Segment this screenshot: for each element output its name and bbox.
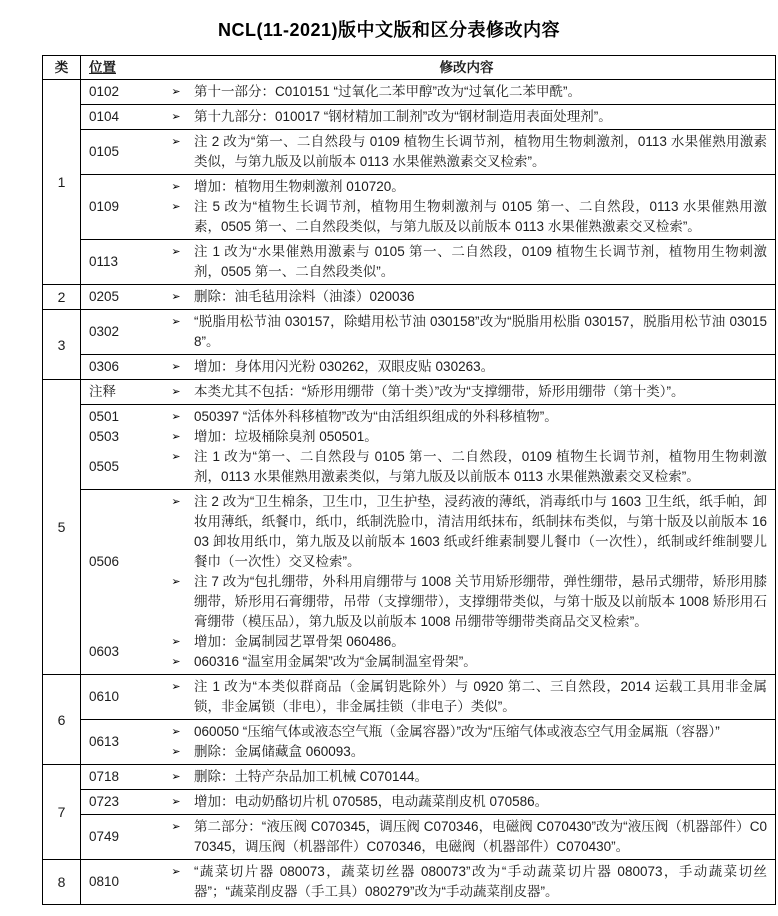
table-row (81, 489, 775, 674)
position-label: 0506 (89, 554, 120, 569)
modification-text: 增加：身体用闪光粉 030262，双眼皮贴 030263。 (194, 359, 495, 374)
table-row (81, 174, 775, 239)
position-cell (81, 407, 158, 427)
table-body (43, 80, 775, 904)
position-cell (81, 357, 158, 377)
modification-item (158, 427, 775, 447)
header-content: 修改内容 (439, 60, 494, 75)
position-label: 0102 (89, 84, 120, 99)
row-entry (81, 677, 775, 717)
modification-items (158, 242, 775, 282)
class-label: 3 (43, 310, 81, 379)
table-row (81, 860, 775, 904)
arrow-bullet-icon: ➢ (171, 771, 181, 783)
position-cell (81, 767, 158, 787)
table-row (81, 380, 775, 404)
row-entry (81, 287, 775, 307)
modification-item (158, 132, 775, 172)
class-label: 6 (43, 675, 81, 764)
modification-items (158, 447, 775, 487)
modification-item (158, 242, 775, 282)
position-label: 0306 (89, 359, 120, 374)
modification-items (158, 407, 775, 427)
table-row (81, 104, 775, 129)
arrow-bullet-icon: ➢ (171, 86, 181, 98)
table-header-row (43, 56, 775, 80)
table-row (81, 789, 775, 814)
modification-text: 注 2 改为“第一、二自然段与 0109 植物生长调节剂，植物用生物刺激剂，0113 水果催熟用激素类似，与第九版及以前版本 0113 水果催熟激素交叉检索”。 (194, 134, 767, 169)
arrow-bullet-icon: ➢ (171, 246, 181, 258)
modification-items (158, 312, 775, 352)
class-label: 5 (43, 380, 81, 674)
position-cell (81, 312, 158, 352)
class-group-row (43, 764, 775, 859)
modification-item (158, 572, 775, 632)
modification-text: 060050 “压缩气体或液态空气瓶（金属容器）”改为“压缩气体或液态空气用金属瓶（容器）” (194, 724, 720, 739)
arrow-bullet-icon: ➢ (171, 361, 181, 373)
modification-item (158, 767, 775, 787)
class-rows (81, 675, 775, 764)
table-row (81, 675, 775, 719)
row-entry (81, 792, 775, 812)
arrow-bullet-icon: ➢ (171, 866, 181, 878)
arrow-bullet-icon: ➢ (171, 136, 181, 148)
arrow-bullet-icon: ➢ (171, 726, 181, 738)
position-label: 0302 (89, 324, 120, 339)
modification-item (158, 287, 775, 307)
position-label: 注释 (89, 384, 116, 399)
arrow-bullet-icon: ➢ (171, 431, 181, 443)
position-label: 0503 (89, 429, 120, 444)
row-entry (81, 177, 775, 237)
modification-text: 注 1 改为“水果催熟用激素与 0105 第一、二自然段，0109 植物生长调节剂，植物用生物刺激剂，0505 第一、二自然段类似”。 (194, 244, 767, 279)
modification-item (158, 722, 775, 742)
modification-text: 注 7 改为“包扎绷带，外科用肩绷带与 1008 关节用矫形绷带，弹性绷带，悬吊式绷带，矫形用膝绷带，矫形用石膏绷带，吊带（支撑绷带），支撑绷带类似，与第十版及以前版本 1008 矫形用石膏绷带（模压品），第九版及以前版本 1008 吊绷带等绷带类商品交叉检索”。 (194, 574, 767, 629)
modification-text: 删除：油毛毡用涂料（油漆）020036 (194, 289, 415, 304)
position-cell (81, 287, 158, 307)
modification-items (158, 677, 775, 717)
class-group-row (43, 379, 775, 674)
class-label: 2 (43, 285, 81, 309)
modification-item (158, 677, 775, 717)
modification-item (158, 382, 775, 402)
arrow-bullet-icon: ➢ (171, 451, 181, 463)
modifications-table (42, 55, 776, 905)
class-group-row (43, 284, 775, 309)
class-group-row (43, 80, 775, 284)
row-entry (81, 447, 775, 487)
arrow-bullet-icon: ➢ (171, 181, 181, 193)
modification-item (158, 107, 775, 127)
page-title: NCL(11-2021)版中文版和区分表修改内容 (217, 20, 561, 40)
modification-text: “脱脂用松节油 030157，除蜡用松节油 030158”改为“脱脂用松脂 030157，脱脂用松节油 030158”。 (194, 314, 767, 349)
arrow-bullet-icon: ➢ (171, 656, 181, 668)
class-group-row (43, 309, 775, 379)
table-row (81, 80, 775, 104)
class-rows (81, 285, 775, 309)
arrow-bullet-icon: ➢ (171, 796, 181, 808)
class-group-row (43, 674, 775, 764)
position-label: 0810 (89, 874, 120, 889)
row-entry (81, 492, 775, 632)
header-position-label: 位置 (89, 60, 116, 75)
modification-items (158, 382, 775, 402)
position-cell (81, 107, 158, 127)
position-cell (81, 492, 158, 632)
modification-text: 注 1 改为“本类似群商品（金属钥匙除外）与 0920 第二、三自然段，2014 运载工具用非金属锁，非金属锁（非电），非金属挂锁（非电子）类似”。 (194, 679, 767, 714)
modification-item (158, 82, 775, 102)
modification-items (158, 722, 775, 762)
table-row (81, 129, 775, 174)
modification-text: 删除：土特产杂品加工机械 C070144。 (194, 769, 429, 784)
modification-text: 注 1 改为“第一、二自然段与 0105 第一、二自然段，0109 植物生长调节剂，植物用生物刺激剂，0113 水果催熟用激素类似，与第九版及以前版本 0113 水果催熟激素交叉检索”。 (194, 449, 767, 484)
arrow-bullet-icon: ➢ (171, 636, 181, 648)
arrow-bullet-icon: ➢ (171, 411, 181, 423)
position-label: 0109 (89, 199, 120, 214)
modification-item (158, 357, 775, 377)
table-row (81, 765, 775, 789)
position-cell (81, 632, 158, 672)
position-cell (81, 242, 158, 282)
modification-items (158, 817, 775, 857)
row-entry (81, 722, 775, 762)
modification-text: 注 2 改为“卫生棉条，卫生巾，卫生护垫，浸药液的薄纸，消毒纸巾与 1603 卫生纸，纸手帕，卸妆用薄纸，纸餐巾，纸巾，纸制洗脸巾，清洁用纸抹布，纸制抹布类似，与第十版及以前版本 1603 卸妆用纸巾，第九版及以前版本 1603 纸或纤维素制婴儿餐巾（一次性），纸制或纤维制婴儿餐巾（一次性）交叉检索”。 (194, 494, 767, 569)
modification-text: 删除：金属储藏盒 060093。 (194, 744, 365, 759)
table-row (81, 719, 775, 764)
modification-item (158, 792, 775, 812)
modification-text: 第二部分：“液压阀 C070345，调压阀 C070346，电磁阀 C070430”改为“液压阀（机器部件）C070345，调压阀（机器部件）C070346，电磁阀（机器部件）C070430”。 (194, 819, 767, 854)
position-cell (81, 722, 158, 762)
class-rows (81, 860, 775, 904)
modification-text: 060316 “温室用金属架”改为“金属制温室骨架”。 (194, 654, 477, 669)
header-position (81, 56, 158, 79)
row-entry (81, 107, 775, 127)
modification-items (158, 177, 775, 237)
position-label: 0603 (89, 644, 120, 659)
table-row (81, 310, 775, 354)
modification-item (158, 632, 775, 652)
header-class: 类 (43, 56, 81, 79)
modification-items (158, 82, 775, 102)
position-label: 0104 (89, 109, 120, 124)
row-entry (81, 427, 775, 447)
modification-text: 050397 “活体外科移植物”改为“由活组织组成的外科移植物”。 (194, 409, 558, 424)
modification-item (158, 817, 775, 857)
position-label: 0113 (89, 254, 119, 269)
modification-text: 注 5 改为“植物生长调节剂，植物用生物刺激剂与 0105 第一、二自然段，0113 水果催熟用激素，0505 第一、二自然段类似，与第九版及以前版本 0113 水果催熟激素交叉检索”。 (194, 199, 767, 234)
position-label: 0723 (89, 794, 120, 809)
position-cell (81, 82, 158, 102)
row-entry (81, 817, 775, 857)
modification-text: 增加：植物用生物刺激剂 010720。 (194, 179, 405, 194)
modification-item (158, 447, 775, 487)
position-label: 0105 (89, 144, 120, 159)
row-entry (81, 357, 775, 377)
row-entry (81, 862, 775, 902)
arrow-bullet-icon: ➢ (171, 201, 181, 213)
modification-item (158, 492, 775, 572)
row-entry (81, 312, 775, 352)
modification-items (158, 632, 775, 672)
position-label: 0610 (89, 689, 120, 704)
modification-items (158, 357, 775, 377)
modification-text: 第十一部分：C010151 “过氧化二苯甲醇”改为“过氧化二苯甲酰”。 (194, 84, 582, 99)
position-cell (81, 382, 158, 402)
modification-item (158, 742, 775, 762)
class-rows (81, 310, 775, 379)
row-entry (81, 767, 775, 787)
class-rows (81, 380, 775, 674)
modification-items (158, 862, 775, 902)
modification-text: 第十九部分：010017 “钢材精加工制剂”改为“钢材制造用表面处理剂”。 (194, 109, 612, 124)
row-entry (81, 242, 775, 282)
arrow-bullet-icon: ➢ (171, 496, 181, 508)
modification-items (158, 287, 775, 307)
modification-item (158, 197, 775, 237)
arrow-bullet-icon: ➢ (171, 576, 181, 588)
modification-item (158, 652, 775, 672)
position-label: 0613 (89, 734, 120, 749)
table-row (81, 285, 775, 309)
modification-items (158, 492, 775, 632)
position-label: 0505 (89, 459, 120, 474)
arrow-bullet-icon: ➢ (171, 821, 181, 833)
class-rows (81, 80, 775, 284)
row-entry (81, 382, 775, 402)
position-cell (81, 427, 158, 447)
arrow-bullet-icon: ➢ (171, 291, 181, 303)
position-cell (81, 792, 158, 812)
document-page (0, 16, 778, 905)
row-entry (81, 407, 775, 427)
modification-item (158, 407, 775, 427)
position-cell (81, 817, 158, 857)
table-row (81, 814, 775, 859)
table-row (81, 354, 775, 379)
class-rows (81, 765, 775, 859)
class-label: 8 (43, 860, 81, 904)
arrow-bullet-icon: ➢ (171, 386, 181, 398)
position-cell (81, 177, 158, 237)
table-row (81, 404, 775, 489)
class-label: 1 (43, 80, 81, 284)
position-cell (81, 447, 158, 487)
arrow-bullet-icon: ➢ (171, 746, 181, 758)
modification-text: 增加：垃圾桶除臭剂 050501。 (194, 429, 378, 444)
position-label: 0205 (89, 289, 120, 304)
position-label: 0749 (89, 829, 120, 844)
arrow-bullet-icon: ➢ (171, 681, 181, 693)
position-label: 0718 (89, 769, 120, 784)
modification-items (158, 107, 775, 127)
modification-items (158, 767, 775, 787)
modification-items (158, 132, 775, 172)
class-label: 7 (43, 765, 81, 859)
modification-text: 增加：电动奶酪切片机 070585，电动蔬菜削皮机 070586。 (194, 794, 549, 809)
modification-text: “蔬菜切片器 080073，蔬菜切丝器 080073”改为“手动蔬菜切片器 080073，手动蔬菜切丝器”；“蔬菜削皮器（手工具）080279”改为“手动蔬菜削皮器”。 (194, 864, 767, 899)
class-group-row (43, 859, 775, 904)
modification-text: 增加：金属制园艺罩骨架 060486。 (194, 634, 405, 649)
arrow-bullet-icon: ➢ (171, 316, 181, 328)
modification-items (158, 792, 775, 812)
row-entry (81, 82, 775, 102)
table-row (81, 239, 775, 284)
position-label: 0501 (89, 409, 120, 424)
arrow-bullet-icon: ➢ (171, 111, 181, 123)
modification-text: 本类尤其不包括：“矫形用绷带（第十类）”改为“支撑绷带，矫形用绷带（第十类）”。 (194, 384, 685, 399)
position-cell (81, 862, 158, 902)
position-cell (81, 677, 158, 717)
modification-item (158, 177, 775, 197)
modification-item (158, 862, 775, 902)
modification-items (158, 427, 775, 447)
modification-item (158, 312, 775, 352)
row-entry (81, 632, 775, 672)
row-entry (81, 132, 775, 172)
position-cell (81, 132, 158, 172)
